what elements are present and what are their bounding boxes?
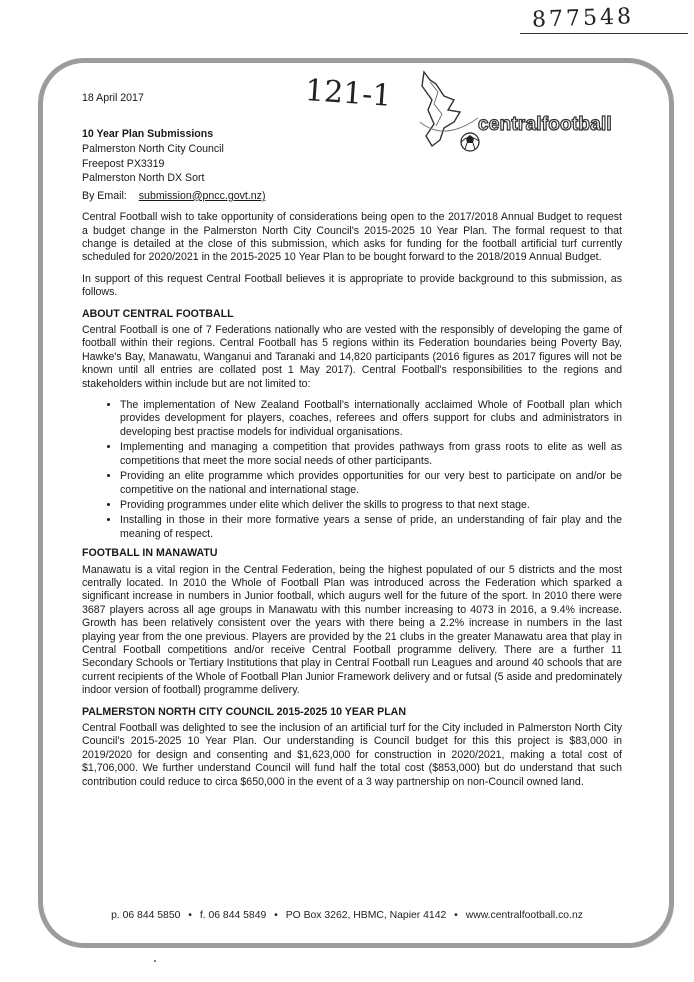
scan-speck — [154, 960, 156, 962]
separator-dot-icon: • — [188, 910, 192, 921]
footer-contact — [0, 910, 694, 921]
footer-phone: p. 06 844 5850 — [111, 910, 181, 921]
address-line-2: Freepost PX3319 — [82, 157, 165, 170]
email-line — [82, 190, 622, 203]
footer-website[interactable]: www.centralfootball.co.nz — [465, 910, 583, 921]
address-title: 10 Year Plan Submissions — [82, 128, 214, 141]
separator-dot-icon: • — [454, 910, 458, 921]
letter-date: 18 April 2017 — [82, 92, 144, 104]
letter-body — [82, 92, 622, 797]
logo-wordmark: centralfootball — [478, 114, 612, 135]
separator-dot-icon: • — [274, 910, 278, 921]
section-heading-plan: PALMERSTON NORTH CITY COUNCIL 2015-2025 10 YEAR PLAN — [82, 705, 406, 718]
intro-paragraph-1: Central Football wish to take opportunity of considerations being open to the 2017/2018 Annual Budget to request a budget change in the Palmerston North City Council's 2015-2025 10 Year Plan. The formal request to that change is detailed at the close of this submission, which asks for funding for the football artificial turf currently scheduled for 2020/2021 in the 2015-2025 10 Year Plan to be bought forward to the 2018/2019 Annual Budget. — [82, 211, 622, 264]
email-label: By Email: — [82, 189, 127, 202]
list-item: • Providing programmes under elite which deliver the skills to progress to that next stage. — [120, 499, 622, 512]
section-heading-manawatu: FOOTBALL IN MANAWATU — [82, 547, 218, 560]
footer-fax: f. 06 844 5849 — [199, 910, 267, 921]
handwritten-note: 121-1 — [303, 73, 393, 114]
plan-paragraph: Central Football was delighted to see the inclusion of an artificial turf for the City included in Palmerston North City Council's 2015-2025 10 Year Plan. Our understanding is Council budget for this this project is $83,000 in 2019/2020 for design and consenting and $1,623,000 for construction in 2020/2021, making a total cost of $1,706,000. We further understand Council will fund half the total cost ($853,000) but do understand that such contribution could reduce to circa $650,000 in the event of a 3 way partnership on non-Council owned land. — [82, 722, 622, 788]
section-heading-about: ABOUT CENTRAL FOOTBALL — [82, 307, 234, 320]
email-link[interactable]: submission@pncc.govt.nz) — [138, 189, 266, 202]
responsibilities-list — [82, 399, 622, 541]
list-item: • Installing in those in their more formative years a sense of pride, an understanding of fair play and the meaning of respect. — [120, 514, 622, 541]
reference-underline — [520, 33, 688, 34]
list-item: • Implementing and managing a competition that provides pathways from grass roots to elite as well as competitions that meet the more social needs of other participants. — [120, 441, 622, 468]
address-line-1: Palmerston North City Council — [82, 143, 224, 155]
handwritten-reference-number: 877548 — [531, 4, 635, 33]
list-item: • Providing an elite programme which provides opportunities for our very best to participate on and/or be competitive on the national and international stage. — [120, 470, 622, 497]
intro-paragraph-2: In support of this request Central Football believes it is appropriate to provide background to this submission, as follows. — [82, 272, 622, 299]
address-line-3: Palmerston North DX Sort — [82, 172, 205, 185]
recipient-address — [82, 127, 622, 185]
manawatu-paragraph: Manawatu is a vital region in the Central Federation, being the highest populated of our 5 districts and the most centrally located. In 2010 the Whole of Football Plan was introduced across the Federation which sparked a significant increase in numbers in Junior football, which augurs well for the future of the sport. In 2010 there were 3687 players across all age groups in Manawatu with this number increasing to 4073 in 2016, a 9.4% increase. Growth has been relatively consistent over the years with there being a 2.2% increase in numbers in the last playing year from the one previous. Players are provided by the 21 clubs in the greater Manawatu area that play in Central Football competitions and/or receive Central Football programme delivery. There are a further 11 Secondary Schools or Tertiary Institutions that play in Central Football run Leagues and around 40 schools that are current recipients of the Whole of Football Plan Junior Framework delivery and or futsal (5 aside and predominately indoor version of football) programme delivery. — [82, 563, 622, 697]
footer-po-box: PO Box 3262, HBMC, Napier 4142 — [285, 910, 447, 921]
about-paragraph: Central Football is one of 7 Federations nationally who are vested with the responsibly of developing the game of football within their regions. Central Football has 5 regions within its Federation boundaries being Poverty Bay, Hawke's Bay, Manawatu, Wanganui and Taranaki and 14,820 participants (2016 figures as 2017 figures will not be known until all entries are collated post 1 May 2017). Central Football's responsibilities to the regions and stakeholders within include but are not limited to: — [82, 324, 622, 390]
list-item: • The implementation of New Zealand Football's internationally acclaimed Whole of Football plan which provides development for players, coaches, referees and offers support for clubs and administrators in developing best practise models for individual organisations. — [120, 399, 622, 439]
